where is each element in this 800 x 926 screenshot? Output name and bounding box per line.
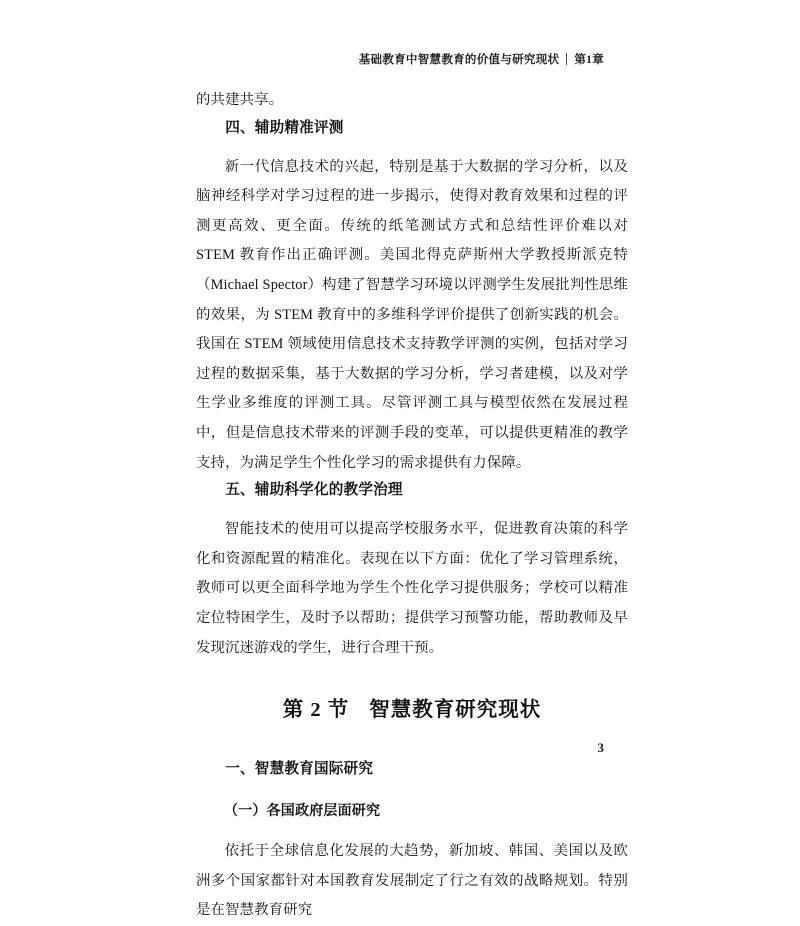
section-title-text: 智慧教育研究现状 xyxy=(369,699,542,722)
heading-five: 五、辅助科学化的教学治理 xyxy=(225,481,403,499)
section-title xyxy=(196,695,628,725)
heading-one: 一、智慧教育国际研究 xyxy=(225,760,374,778)
page-number: 3 xyxy=(597,740,604,755)
running-head-separator xyxy=(566,53,567,65)
running-head-title: 基础教育中智慧教育的价值与研究现状 xyxy=(358,54,560,66)
paragraph-five: 智能技术的使用可以提高学校服务水平，促进教育决策的科学化和资源配置的精准化。表现在以下方面：优化了学习管理系统，教师可以更全面科学地为学生个性化学习提供服务；学校可以精准定位特困学生，及时予以帮助；提供学习预警功能，帮助教师及早发现沉迷游戏的学生，进行合理干预。 xyxy=(196,521,628,656)
paragraph-last: 依托于全球信息化发展的大趋势，新加坡、韩国、美国以及欧洲多个国家都针对本国教育发展制定了行之有效的战略规划。特别是在智慧教育研究 xyxy=(196,843,628,919)
section-title-label: 第 2 节 xyxy=(282,699,350,722)
running-head xyxy=(196,50,604,68)
running-head-chapter: 第1章 xyxy=(574,54,604,66)
heading-sub-one: （一）各国政府层面研究 xyxy=(224,804,381,820)
heading-four: 四、辅助精准评测 xyxy=(225,118,344,136)
carryover-paragraph: 的共建共享。 xyxy=(196,92,284,108)
paragraph-four: 新一代信息技术的兴起，特别是基于大数据的学习分析，以及脑神经科学对学习过程的进一步揭示，使得对教育效果和过程的评测更高效、更全面。传统的纸笔测试方式和总结性评价难以对 STEM 教育作出正确评测。美国北得克萨斯州大学教授斯派克特（Michael Spector）构建了智慧学习环境以评测学生发展批判性思维的效果，为 STEM 教育中的多维科学评价提供了创新实践的机会。我国在 STEM 领域使用信息技术支持教学评测的实例，包括对学习过程的数据采集，基于大数据的学习分析，学习者建模，以及对学生学业多维度的评测工具。尽管评测工具与模型依然在发展过程中，但是信息技术带来的评测手段的变革，可以提供更精准的教学支持，为满足学生个性化学习的需求提供有力保障。 xyxy=(196,158,628,471)
